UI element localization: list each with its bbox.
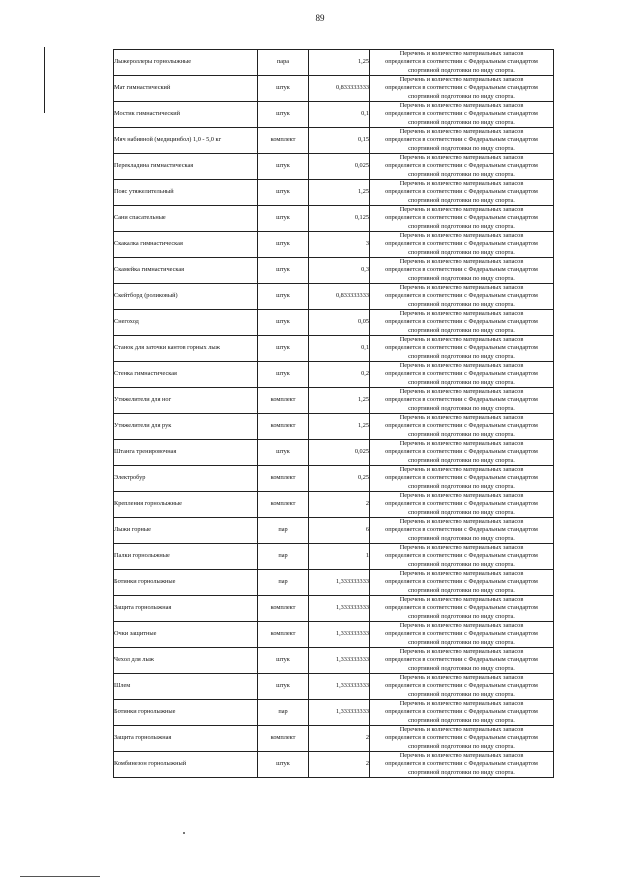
table-row bbox=[114, 284, 554, 310]
basis-line: спортивной подготовки по виду спорта. bbox=[408, 352, 515, 360]
quantity-cell: 0,833333333 bbox=[309, 76, 370, 102]
basis-line: Перечень и количество материальных запасов bbox=[399, 154, 524, 162]
quantity-cell: 1,25 bbox=[309, 180, 370, 206]
basis-line: спортивной подготовки по виду спорта. bbox=[408, 534, 515, 542]
basis-cell bbox=[370, 180, 554, 206]
quantity-cell: 1 bbox=[309, 544, 370, 570]
table-row bbox=[114, 258, 554, 284]
basis-cell bbox=[370, 336, 554, 362]
basis-cell bbox=[370, 362, 554, 388]
basis-line: Перечень и количество материальных запасов bbox=[399, 336, 524, 344]
basis-line: Перечень и количество материальных запасов bbox=[399, 128, 524, 136]
unit-cell: комплект bbox=[258, 492, 309, 518]
basis-line: спортивной подготовки по виду спорта. bbox=[408, 404, 515, 412]
basis-line: Перечень и количество материальных запасов bbox=[399, 752, 524, 760]
unit-cell: комплект bbox=[258, 388, 309, 414]
item-name-cell: Мостик гимнастический bbox=[114, 102, 258, 128]
item-name-cell: Стенка гимнастическая bbox=[114, 362, 258, 388]
basis-line: Перечень и количество материальных запасов bbox=[399, 466, 524, 474]
basis-cell bbox=[370, 128, 554, 154]
table-row bbox=[114, 518, 554, 544]
basis-line: Перечень и количество материальных запасов bbox=[399, 180, 524, 188]
basis-cell bbox=[370, 492, 554, 518]
basis-line: определяется в соответствии с Федеральным стандартом bbox=[385, 266, 538, 274]
basis-line: определяется в соответствии с Федеральным стандартом bbox=[385, 526, 538, 534]
basis-cell bbox=[370, 570, 554, 596]
basis-line: Перечень и количество материальных запасов bbox=[399, 284, 524, 292]
item-name-cell: Ботинки горнолыжные bbox=[114, 570, 258, 596]
basis-line: Перечень и количество материальных запасов bbox=[399, 310, 524, 318]
table-row bbox=[114, 206, 554, 232]
basis-line: определяется в соответствии с Федеральным стандартом bbox=[385, 370, 538, 378]
basis-cell bbox=[370, 284, 554, 310]
basis-line: Перечень и количество материальных запасов bbox=[399, 622, 524, 630]
quantity-cell: 0,833333333 bbox=[309, 284, 370, 310]
basis-cell bbox=[370, 648, 554, 674]
basis-cell bbox=[370, 752, 554, 778]
basis-line: спортивной подготовки по виду спорта. bbox=[408, 144, 515, 152]
basis-line: спортивной подготовки по виду спорта. bbox=[408, 664, 515, 672]
item-name-cell: Станок для заточки кантов горных лыж bbox=[114, 336, 258, 362]
table-body bbox=[114, 50, 554, 778]
unit-cell: штук bbox=[258, 206, 309, 232]
quantity-cell: 0,25 bbox=[309, 466, 370, 492]
basis-line: Перечень и количество материальных запасов bbox=[399, 50, 524, 58]
page-number: 89 bbox=[315, 13, 325, 23]
item-name-cell: Утяжелители для ног bbox=[114, 388, 258, 414]
basis-cell bbox=[370, 544, 554, 570]
basis-line: определяется в соответствии с Федеральным стандартом bbox=[385, 552, 538, 560]
basis-line: Перечень и количество материальных запасов bbox=[399, 232, 524, 240]
item-name-cell: Лыжероллеры горнолыжные bbox=[114, 50, 258, 76]
basis-line: определяется в соответствии с Федеральным стандартом bbox=[385, 422, 538, 430]
table-row bbox=[114, 700, 554, 726]
table-row bbox=[114, 570, 554, 596]
basis-line: спортивной подготовки по виду спорта. bbox=[408, 586, 515, 594]
quantity-cell: 1,333333333 bbox=[309, 700, 370, 726]
unit-cell: пара bbox=[258, 50, 309, 76]
item-name-cell: Ботинки горнолыжные bbox=[114, 700, 258, 726]
basis-line: спортивной подготовки по виду спорта. bbox=[408, 430, 515, 438]
item-name-cell: Мяч набивной (медицинбол) 1,0 - 5,0 кг bbox=[114, 128, 258, 154]
basis-line: Перечень и количество материальных запасов bbox=[399, 76, 524, 84]
basis-line: определяется в соответствии с Федеральным стандартом bbox=[385, 84, 538, 92]
basis-line: Перечень и количество материальных запасов bbox=[399, 492, 524, 500]
unit-cell: штук bbox=[258, 258, 309, 284]
unit-cell: штук bbox=[258, 336, 309, 362]
item-name-cell: Сани спасательные bbox=[114, 206, 258, 232]
unit-cell: комплект bbox=[258, 128, 309, 154]
item-name-cell: Мат гимнастический bbox=[114, 76, 258, 102]
basis-line: Перечень и количество материальных запасов bbox=[399, 726, 524, 734]
table-row bbox=[114, 76, 554, 102]
quantity-cell: 1,25 bbox=[309, 388, 370, 414]
basis-line: спортивной подготовки по виду спорта. bbox=[408, 378, 515, 386]
basis-cell bbox=[370, 258, 554, 284]
basis-line: Перечень и количество материальных запасов bbox=[399, 596, 524, 604]
unit-cell: штук bbox=[258, 102, 309, 128]
quantity-cell: 0,125 bbox=[309, 206, 370, 232]
basis-cell bbox=[370, 466, 554, 492]
quantity-cell: 6 bbox=[309, 518, 370, 544]
basis-line: определяется в соответствии с Федеральным стандартом bbox=[385, 474, 538, 482]
item-name-cell: Защита горнолыжная bbox=[114, 726, 258, 752]
unit-cell: штук bbox=[258, 752, 309, 778]
quantity-cell: 3 bbox=[309, 232, 370, 258]
table-row bbox=[114, 544, 554, 570]
basis-line: спортивной подготовки по виду спорта. bbox=[408, 170, 515, 178]
quantity-cell: 0,1 bbox=[309, 102, 370, 128]
basis-line: определяется в соответствии с Федеральным стандартом bbox=[385, 110, 538, 118]
margin-rule bbox=[44, 47, 45, 113]
quantity-cell: 0,1 bbox=[309, 336, 370, 362]
basis-line: спортивной подготовки по виду спорта. bbox=[408, 118, 515, 126]
basis-line: определяется в соответствии с Федеральным стандартом bbox=[385, 630, 538, 638]
basis-line: определяется в соответствии с Федеральным стандартом bbox=[385, 214, 538, 222]
basis-line: спортивной подготовки по виду спорта. bbox=[408, 482, 515, 490]
unit-cell: штук bbox=[258, 648, 309, 674]
unit-cell: пар bbox=[258, 570, 309, 596]
unit-cell: комплект bbox=[258, 622, 309, 648]
item-name-cell: Защита горнолыжная bbox=[114, 596, 258, 622]
quantity-cell: 1,333333333 bbox=[309, 570, 370, 596]
table-row bbox=[114, 674, 554, 700]
table-row bbox=[114, 154, 554, 180]
basis-cell bbox=[370, 440, 554, 466]
basis-line: спортивной подготовки по виду спорта. bbox=[408, 66, 515, 74]
basis-cell bbox=[370, 622, 554, 648]
unit-cell: штук bbox=[258, 154, 309, 180]
item-name-cell: Палки горнолыжные bbox=[114, 544, 258, 570]
table-row bbox=[114, 128, 554, 154]
basis-line: спортивной подготовки по виду спорта. bbox=[408, 638, 515, 646]
item-name-cell: Штанга тренировочная bbox=[114, 440, 258, 466]
quantity-cell: 1,25 bbox=[309, 414, 370, 440]
basis-cell bbox=[370, 596, 554, 622]
basis-line: Перечень и количество материальных запасов bbox=[399, 570, 524, 578]
basis-line: спортивной подготовки по виду спорта. bbox=[408, 560, 515, 568]
unit-cell: комплект bbox=[258, 414, 309, 440]
unit-cell: штук bbox=[258, 180, 309, 206]
basis-line: Перечень и количество материальных запасов bbox=[399, 674, 524, 682]
basis-cell bbox=[370, 674, 554, 700]
basis-line: определяется в соответствии с Федеральным стандартом bbox=[385, 240, 538, 248]
footnote-rule bbox=[20, 876, 100, 877]
basis-line: Перечень и количество материальных запасов bbox=[399, 648, 524, 656]
basis-line: определяется в соответствии с Федеральным стандартом bbox=[385, 708, 538, 716]
table-row bbox=[114, 648, 554, 674]
item-name-cell: Пояс утяжелительный bbox=[114, 180, 258, 206]
table-row bbox=[114, 362, 554, 388]
unit-cell: штук bbox=[258, 440, 309, 466]
unit-cell: пар bbox=[258, 700, 309, 726]
basis-line: спортивной подготовки по виду спорта. bbox=[408, 456, 515, 464]
table-row bbox=[114, 752, 554, 778]
basis-line: определяется в соответствии с Федеральным стандартом bbox=[385, 604, 538, 612]
quantity-cell: 1,333333333 bbox=[309, 596, 370, 622]
item-name-cell: Чехол для лыж bbox=[114, 648, 258, 674]
basis-line: Перечень и количество материальных запасов bbox=[399, 102, 524, 110]
basis-line: определяется в соответствии с Федеральным стандартом bbox=[385, 448, 538, 456]
basis-line: Перечень и количество материальных запасов bbox=[399, 206, 524, 214]
unit-cell: пар bbox=[258, 544, 309, 570]
item-name-cell: Скамейка гимнастическая bbox=[114, 258, 258, 284]
quantity-cell: 0,025 bbox=[309, 440, 370, 466]
basis-line: определяется в соответствии с Федеральным стандартом bbox=[385, 760, 538, 768]
quantity-cell: 1,25 bbox=[309, 50, 370, 76]
item-name-cell: Электробур bbox=[114, 466, 258, 492]
basis-line: спортивной подготовки по виду спорта. bbox=[408, 248, 515, 256]
basis-cell bbox=[370, 232, 554, 258]
item-name-cell: Лыжи горные bbox=[114, 518, 258, 544]
quantity-cell: 1,333333333 bbox=[309, 674, 370, 700]
unit-cell: штук bbox=[258, 310, 309, 336]
basis-line: спортивной подготовки по виду спорта. bbox=[408, 274, 515, 282]
basis-line: определяется в соответствии с Федеральным стандартом bbox=[385, 578, 538, 586]
item-name-cell: Перекладина гимнастическая bbox=[114, 154, 258, 180]
item-name-cell: Очки защитные bbox=[114, 622, 258, 648]
basis-line: определяется в соответствии с Федеральным стандартом bbox=[385, 188, 538, 196]
quantity-cell: 0,15 bbox=[309, 128, 370, 154]
table-row bbox=[114, 232, 554, 258]
basis-cell bbox=[370, 388, 554, 414]
table-row bbox=[114, 310, 554, 336]
unit-cell: штук bbox=[258, 232, 309, 258]
basis-line: определяется в соответствии с Федеральным стандартом bbox=[385, 656, 538, 664]
quantity-cell: 2 bbox=[309, 492, 370, 518]
table-row bbox=[114, 180, 554, 206]
basis-cell bbox=[370, 518, 554, 544]
basis-line: определяется в соответствии с Федеральным стандартом bbox=[385, 682, 538, 690]
item-name-cell: Скакалка гимнастическая bbox=[114, 232, 258, 258]
item-name-cell: Снегоход bbox=[114, 310, 258, 336]
basis-line: спортивной подготовки по виду спорта. bbox=[408, 326, 515, 334]
table-row bbox=[114, 414, 554, 440]
table-row bbox=[114, 466, 554, 492]
basis-line: определяется в соответствии с Федеральным стандартом bbox=[385, 318, 538, 326]
basis-cell bbox=[370, 726, 554, 752]
unit-cell: пар bbox=[258, 518, 309, 544]
table-row bbox=[114, 336, 554, 362]
basis-cell bbox=[370, 50, 554, 76]
basis-line: определяется в соответствии с Федеральным стандартом bbox=[385, 734, 538, 742]
unit-cell: штук bbox=[258, 362, 309, 388]
basis-line: Перечень и количество материальных запасов bbox=[399, 518, 524, 526]
basis-line: Перечень и количество материальных запасов bbox=[399, 388, 524, 396]
basis-line: определяется в соответствии с Федеральным стандартом bbox=[385, 292, 538, 300]
unit-cell: комплект bbox=[258, 466, 309, 492]
table-row bbox=[114, 596, 554, 622]
basis-line: спортивной подготовки по виду спорта. bbox=[408, 690, 515, 698]
table-row bbox=[114, 440, 554, 466]
basis-line: спортивной подготовки по виду спорта. bbox=[408, 508, 515, 516]
basis-cell bbox=[370, 414, 554, 440]
item-name-cell: Крепления горнолыжные bbox=[114, 492, 258, 518]
table-row bbox=[114, 726, 554, 752]
basis-line: Перечень и количество материальных запасов bbox=[399, 258, 524, 266]
table-row bbox=[114, 102, 554, 128]
basis-cell bbox=[370, 700, 554, 726]
unit-cell: штук bbox=[258, 76, 309, 102]
basis-line: спортивной подготовки по виду спорта. bbox=[408, 612, 515, 620]
basis-line: спортивной подготовки по виду спорта. bbox=[408, 92, 515, 100]
unit-cell: штук bbox=[258, 284, 309, 310]
unit-cell: комплект bbox=[258, 726, 309, 752]
basis-cell bbox=[370, 310, 554, 336]
item-name-cell: Утяжелители для рук bbox=[114, 414, 258, 440]
basis-line: определяется в соответствии с Федеральным стандартом bbox=[385, 58, 538, 66]
basis-cell bbox=[370, 206, 554, 232]
basis-line: спортивной подготовки по виду спорта. bbox=[408, 300, 515, 308]
basis-cell bbox=[370, 76, 554, 102]
unit-cell: комплект bbox=[258, 596, 309, 622]
basis-line: Перечень и количество материальных запасов bbox=[399, 414, 524, 422]
quantity-cell: 0,025 bbox=[309, 154, 370, 180]
item-name-cell: Скейтборд (роликовый) bbox=[114, 284, 258, 310]
basis-cell bbox=[370, 102, 554, 128]
table-row bbox=[114, 388, 554, 414]
quantity-cell: 2 bbox=[309, 726, 370, 752]
equipment-table bbox=[113, 49, 554, 778]
quantity-cell: 0,2 bbox=[309, 362, 370, 388]
basis-line: спортивной подготовки по виду спорта. bbox=[408, 768, 515, 776]
basis-line: Перечень и количество материальных запасов bbox=[399, 700, 524, 708]
table-row bbox=[114, 492, 554, 518]
basis-line: определяется в соответствии с Федеральным стандартом bbox=[385, 500, 538, 508]
basis-line: спортивной подготовки по виду спорта. bbox=[408, 716, 515, 724]
basis-line: определяется в соответствии с Федеральным стандартом bbox=[385, 136, 538, 144]
basis-line: определяется в соответствии с Федеральным стандартом bbox=[385, 396, 538, 404]
basis-line: Перечень и количество материальных запасов bbox=[399, 544, 524, 552]
quantity-cell: 1,333333333 bbox=[309, 622, 370, 648]
basis-line: Перечень и количество материальных запасов bbox=[399, 440, 524, 448]
table-row bbox=[114, 622, 554, 648]
table-row bbox=[114, 50, 554, 76]
basis-line: спортивной подготовки по виду спорта. bbox=[408, 222, 515, 230]
item-name-cell: Комбинезон горнолыжный bbox=[114, 752, 258, 778]
scan-mark bbox=[183, 832, 185, 834]
basis-line: спортивной подготовки по виду спорта. bbox=[408, 196, 515, 204]
item-name-cell: Шлем bbox=[114, 674, 258, 700]
unit-cell: штук bbox=[258, 674, 309, 700]
quantity-cell: 0,3 bbox=[309, 258, 370, 284]
basis-cell bbox=[370, 154, 554, 180]
basis-line: определяется в соответствии с Федеральным стандартом bbox=[385, 344, 538, 352]
quantity-cell: 2 bbox=[309, 752, 370, 778]
basis-line: спортивной подготовки по виду спорта. bbox=[408, 742, 515, 750]
quantity-cell: 1,333333333 bbox=[309, 648, 370, 674]
basis-line: определяется в соответствии с Федеральным стандартом bbox=[385, 162, 538, 170]
quantity-cell: 0,05 bbox=[309, 310, 370, 336]
basis-line: Перечень и количество материальных запасов bbox=[399, 362, 524, 370]
